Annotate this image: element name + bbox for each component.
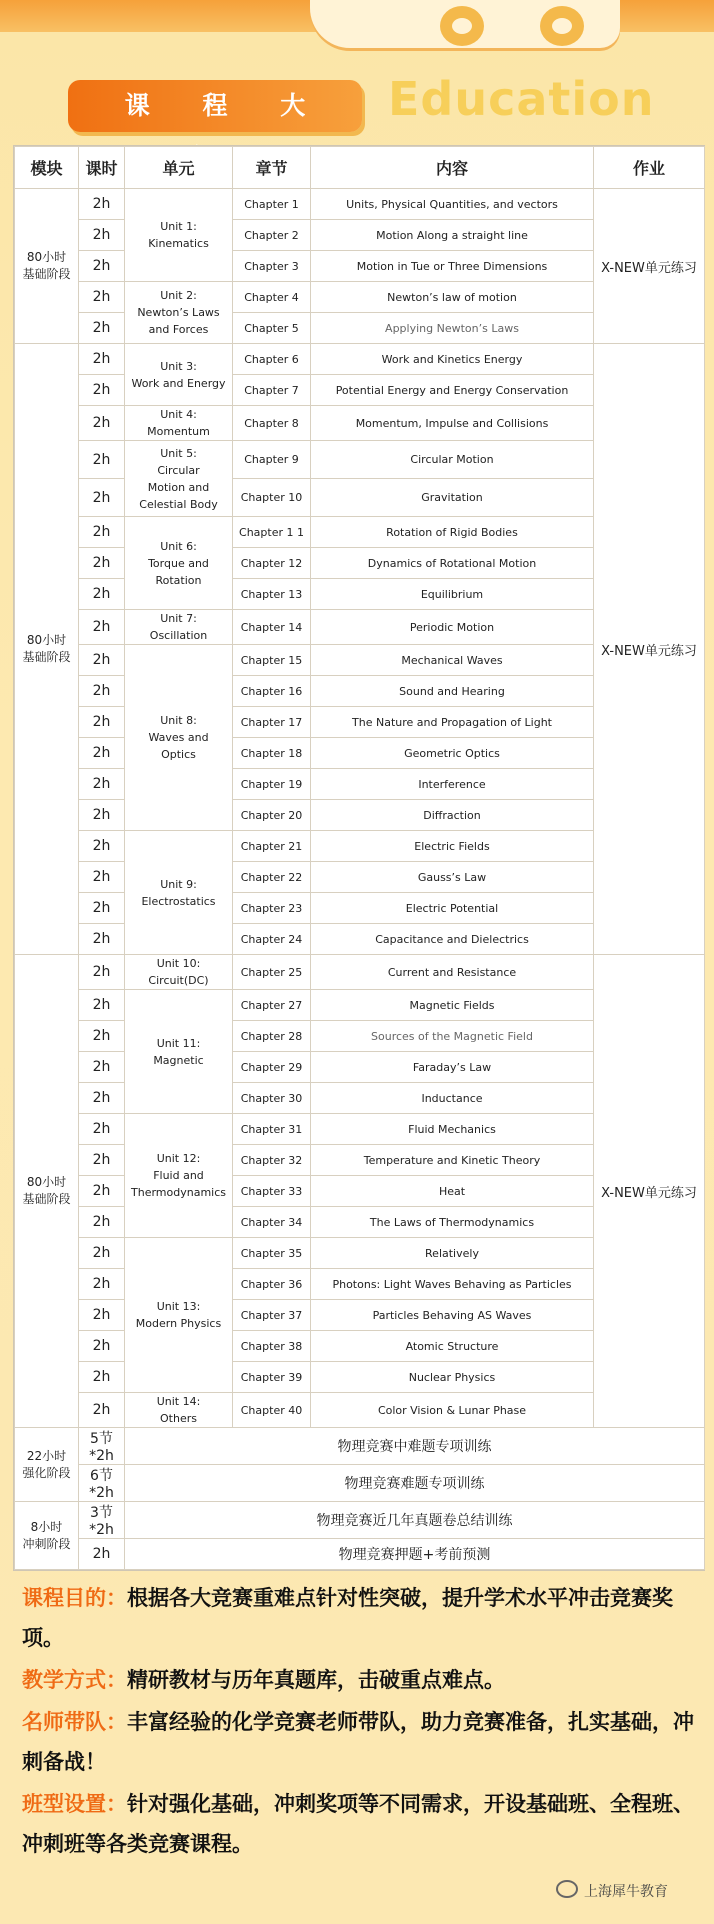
info-label: 教学方式：: [22, 1668, 127, 1692]
chapter-cell: Chapter 33: [233, 1176, 311, 1207]
hours-cell: 2h: [79, 579, 125, 610]
chapter-cell: Chapter 29: [233, 1052, 311, 1083]
unit-cell: [125, 1114, 233, 1238]
module-cell: [15, 955, 79, 1428]
content-cell: Color Vision & Lunar Phase: [311, 1393, 594, 1428]
watermark-text: 上海犀牛教育: [584, 1884, 668, 1900]
hours-cell: 2h: [79, 769, 125, 800]
hours-cell: 2h: [79, 738, 125, 769]
info-text: 根据各大竞赛重难点针对性突破，提升学术水平冲击竞赛奖项。: [22, 1586, 673, 1650]
table-row: [15, 1428, 705, 1465]
chapter-cell: Chapter 27: [233, 990, 311, 1021]
content-cell: Gravitation: [311, 479, 594, 517]
hours-cell: 2h: [79, 831, 125, 862]
content-cell: 物理竞赛中难题专项训练: [125, 1428, 705, 1465]
education-watermark-title: Education: [388, 72, 655, 126]
content-cell: Motion in Tue or Three Dimensions: [311, 251, 594, 282]
hours-cell: 2h: [79, 1145, 125, 1176]
unit-cell: [125, 517, 233, 610]
chapter-cell: Chapter 14: [233, 610, 311, 645]
unit-label: Electrostatics: [141, 894, 216, 908]
content-cell: Equilibrium: [311, 579, 594, 610]
info-method: [22, 1660, 702, 1700]
wechat-icon: [556, 1880, 578, 1898]
content-cell: Current and Resistance: [311, 955, 594, 990]
hours-cell: 2h: [79, 1176, 125, 1207]
hours-cell: 2h: [79, 1238, 125, 1269]
hours-cell: 2h: [79, 862, 125, 893]
unit-label: Oscillation: [149, 629, 208, 642]
unit-label: Work and Energy: [131, 376, 226, 390]
unit-label: Unit 6:: [160, 539, 197, 553]
table-row: [15, 955, 705, 990]
unit-label: Unit 9:: [160, 877, 197, 891]
module-label: 80小时: [26, 633, 67, 647]
hours-cell: 2h: [79, 1539, 125, 1570]
chapter-cell: Chapter 18: [233, 738, 311, 769]
chapter-cell: Chapter 37: [233, 1300, 311, 1331]
hours-cell: 2h: [79, 676, 125, 707]
unit-cell: [125, 1393, 233, 1428]
chapter-cell: Chapter 5: [233, 313, 311, 344]
hours-cell: 2h: [79, 990, 125, 1021]
paw-icon: [440, 6, 484, 46]
content-cell: The Nature and Propagation of Light: [311, 707, 594, 738]
chapter-cell: Chapter 13: [233, 579, 311, 610]
homework-cell: X-NEW单元练习: [594, 189, 705, 344]
content-cell: Momentum, Impulse and Collisions: [311, 406, 594, 441]
chapter-cell: Chapter 10: [233, 479, 311, 517]
chapter-cell: Chapter 34: [233, 1207, 311, 1238]
title-ribbon: [68, 80, 362, 132]
hours-cell: 2h: [79, 955, 125, 990]
chapter-cell: Chapter 1: [233, 189, 311, 220]
chapter-cell: Chapter 32: [233, 1145, 311, 1176]
content-cell: Interference: [311, 769, 594, 800]
hours-cell: 2h: [79, 282, 125, 313]
hours-cell: 5节*2h: [79, 1428, 125, 1465]
content-cell: Diffraction: [311, 800, 594, 831]
hours-cell: 2h: [79, 189, 125, 220]
module-cell: [15, 189, 79, 344]
hours-cell: 2h: [79, 375, 125, 406]
info-purpose: [22, 1578, 702, 1658]
unit-cell: [125, 610, 233, 645]
chapter-cell: Chapter 36: [233, 1269, 311, 1300]
table-row: [15, 1502, 705, 1539]
chapter-cell: Chapter 40: [233, 1393, 311, 1428]
table-row: [15, 189, 705, 220]
content-cell: Electric Fields: [311, 831, 594, 862]
unit-label: Motion and: [147, 480, 210, 494]
content-cell: Potential Energy and Energy Conservation: [311, 375, 594, 406]
content-cell: Magnetic Fields: [311, 990, 594, 1021]
info-text: 精研教材与历年真题库，击破重点难点。: [127, 1668, 505, 1692]
unit-label: Unit 13:: [156, 1300, 201, 1313]
chapter-cell: Chapter 16: [233, 676, 311, 707]
info-label: 名师带队：: [22, 1710, 127, 1734]
module-label: 8小时: [30, 1519, 63, 1534]
chapter-cell: Chapter 23: [233, 893, 311, 924]
hours-cell: 2h: [79, 1114, 125, 1145]
hours-cell: 2h: [79, 1331, 125, 1362]
unit-cell: [125, 282, 233, 344]
unit-label: Unit 10:: [156, 957, 201, 970]
module-label: 强化阶段: [22, 1465, 71, 1480]
module-label: 80小时: [26, 1175, 67, 1189]
content-cell: Particles Behaving AS Waves: [311, 1300, 594, 1331]
hours-cell: 2h: [79, 645, 125, 676]
content-cell: Faraday’s Law: [311, 1052, 594, 1083]
unit-label: Newton’s Laws: [137, 306, 220, 319]
hours-cell: 2h: [79, 1393, 125, 1428]
hours-cell: 6节*2h: [79, 1465, 125, 1502]
unit-label: Rotation: [155, 573, 202, 587]
chapter-cell: Chapter 39: [233, 1362, 311, 1393]
module-label: 基础阶段: [22, 650, 71, 664]
hours-cell: 2h: [79, 707, 125, 738]
unit-cell: [125, 189, 233, 282]
chapter-cell: Chapter 28: [233, 1021, 311, 1052]
content-cell: Mechanical Waves: [311, 645, 594, 676]
unit-label: Unit 12:: [156, 1152, 201, 1165]
unit-label: Unit 14:: [156, 1395, 201, 1408]
table-body: [15, 189, 705, 1570]
hours-cell: 2h: [79, 924, 125, 955]
unit-label: Waves and: [148, 731, 209, 744]
syllabus-table: [13, 145, 705, 1571]
unit-label: Unit 11:: [156, 1036, 201, 1050]
info-label: 班型设置：: [22, 1792, 127, 1816]
hours-cell: 2h: [79, 610, 125, 645]
hours-cell: 2h: [79, 479, 125, 517]
module-label: 22小时: [26, 1448, 67, 1463]
hours-cell: 2h: [79, 1300, 125, 1331]
unit-label: Fluid and: [153, 1169, 204, 1182]
content-cell: Photons: Light Waves Behaving as Particles: [311, 1269, 594, 1300]
chapter-cell: Chapter 3: [233, 251, 311, 282]
chapter-cell: Chapter 6: [233, 344, 311, 375]
chapter-cell: Chapter 1 1: [233, 517, 311, 548]
unit-label: Unit 2:: [160, 289, 197, 302]
chapter-cell: Chapter 17: [233, 707, 311, 738]
content-cell: Geometric Optics: [311, 738, 594, 769]
content-cell: Circular Motion: [311, 441, 594, 479]
content-cell: Atomic Structure: [311, 1331, 594, 1362]
hours-cell: 2h: [79, 313, 125, 344]
chapter-cell: Chapter 7: [233, 375, 311, 406]
unit-label: Others: [160, 1412, 197, 1425]
unit-label: Modern Physics: [135, 1317, 222, 1330]
content-cell: Applying Newton’s Laws: [311, 313, 594, 344]
chapter-cell: Chapter 20: [233, 800, 311, 831]
content-cell: Fluid Mechanics: [311, 1114, 594, 1145]
unit-label: Circuit(DC): [148, 974, 209, 987]
hours-cell: 2h: [79, 1052, 125, 1083]
hours-cell: 2h: [79, 1083, 125, 1114]
chapter-cell: Chapter 38: [233, 1331, 311, 1362]
course-info: [22, 1578, 702, 1866]
hours-cell: 2h: [79, 251, 125, 282]
header-unit: 单元: [125, 147, 233, 189]
content-cell: Capacitance and Dielectrics: [311, 924, 594, 955]
unit-cell: [125, 1238, 233, 1393]
content-cell: Newton’s law of motion: [311, 282, 594, 313]
module-label: 基础阶段: [22, 267, 71, 281]
content-cell: Heat: [311, 1176, 594, 1207]
chapter-cell: Chapter 19: [233, 769, 311, 800]
content-cell: 物理竞赛押题+考前预测: [125, 1539, 705, 1570]
content-cell: Temperature and Kinetic Theory: [311, 1145, 594, 1176]
header-chapter: 章节: [233, 147, 311, 189]
unit-label: Torque and: [148, 556, 209, 570]
content-cell: The Laws of Thermodynamics: [311, 1207, 594, 1238]
watermark: [556, 1880, 668, 1901]
chapter-cell: Chapter 9: [233, 441, 311, 479]
hours-cell: 2h: [79, 344, 125, 375]
content-cell: Nuclear Physics: [311, 1362, 594, 1393]
hours-cell: 2h: [79, 406, 125, 441]
unit-label: Unit 1:: [160, 220, 197, 233]
content-cell: Gauss’s Law: [311, 862, 594, 893]
module-label: 80小时: [26, 250, 67, 264]
unit-cell: [125, 831, 233, 955]
header-hours: 课时: [79, 147, 125, 189]
info-classes: [22, 1784, 702, 1864]
content-cell: Sources of the Magnetic Field: [311, 1021, 594, 1052]
paw-icon: [540, 6, 584, 46]
unit-cell: [125, 645, 233, 831]
unit-label: Unit 7:: [160, 612, 197, 625]
hours-cell: 3节*2h: [79, 1502, 125, 1539]
hours-cell: 2h: [79, 1021, 125, 1052]
unit-label: Unit 5:: [160, 446, 197, 460]
module-label: 冲刺阶段: [22, 1536, 71, 1551]
content-cell: Sound and Hearing: [311, 676, 594, 707]
unit-label: Unit 8:: [160, 714, 197, 727]
content-cell: Relatively: [311, 1238, 594, 1269]
module-cell: [15, 1502, 79, 1570]
module-cell: [15, 344, 79, 955]
content-cell: Units, Physical Quantities, and vectors: [311, 189, 594, 220]
unit-label: Momentum: [147, 425, 210, 438]
chapter-cell: Chapter 4: [233, 282, 311, 313]
content-cell: Dynamics of Rotational Motion: [311, 548, 594, 579]
chapter-cell: Chapter 24: [233, 924, 311, 955]
table-row: [15, 1539, 705, 1570]
unit-label: Unit 3:: [160, 359, 197, 373]
chapter-cell: Chapter 22: [233, 862, 311, 893]
unit-cell: [125, 990, 233, 1114]
info-teachers: [22, 1702, 702, 1782]
hours-cell: 2h: [79, 1207, 125, 1238]
unit-label: Optics: [161, 748, 196, 761]
unit-label: Circular: [157, 463, 200, 477]
table-row: [15, 1465, 705, 1502]
content-cell: Inductance: [311, 1083, 594, 1114]
content-cell: Rotation of Rigid Bodies: [311, 517, 594, 548]
header-content: 内容: [311, 147, 594, 189]
chapter-cell: Chapter 35: [233, 1238, 311, 1269]
page-title: 课 程 大: [124, 91, 328, 120]
unit-label: and Forces: [148, 323, 209, 336]
unit-label: Magnetic: [153, 1053, 204, 1067]
chapter-cell: Chapter 12: [233, 548, 311, 579]
hours-cell: 2h: [79, 800, 125, 831]
unit-label: Unit 4:: [160, 408, 197, 421]
unit-label: Thermodynamics: [131, 1186, 226, 1199]
hours-cell: 2h: [79, 1362, 125, 1393]
module-cell: [15, 1428, 79, 1502]
info-text: 丰富经验的化学竞赛老师带队，助力竞赛准备，扎实基础，冲刺备战！: [22, 1710, 694, 1774]
homework-cell: X-NEW单元练习: [594, 344, 705, 955]
unit-cell: [125, 406, 233, 441]
chapter-cell: Chapter 8: [233, 406, 311, 441]
chapter-cell: Chapter 25: [233, 955, 311, 990]
hours-cell: 2h: [79, 1269, 125, 1300]
info-text: 针对强化基础，冲刺奖项等不同需求，开设基础班、全程班、冲刺班等各类竞赛课程。: [22, 1792, 694, 1856]
hours-cell: 2h: [79, 441, 125, 479]
content-cell: Periodic Motion: [311, 610, 594, 645]
unit-cell: [125, 441, 233, 517]
chapter-cell: Chapter 2: [233, 220, 311, 251]
header-homework: 作业: [594, 147, 705, 189]
hours-cell: 2h: [79, 517, 125, 548]
module-label: 基础阶段: [22, 1192, 71, 1206]
content-cell: Work and Kinetics Energy: [311, 344, 594, 375]
hours-cell: 2h: [79, 893, 125, 924]
info-label: 课程目的：: [22, 1586, 127, 1610]
unit-label: Celestial Body: [139, 497, 218, 511]
header-module: 模块: [15, 147, 79, 189]
hours-cell: 2h: [79, 548, 125, 579]
unit-cell: [125, 344, 233, 406]
chapter-cell: Chapter 21: [233, 831, 311, 862]
table-row: [15, 344, 705, 375]
content-cell: Motion Along a straight line: [311, 220, 594, 251]
content-cell: 物理竞赛近几年真题卷总结训练: [125, 1502, 705, 1539]
chapter-cell: Chapter 15: [233, 645, 311, 676]
content-cell: 物理竞赛难题专项训练: [125, 1465, 705, 1502]
chapter-cell: Chapter 30: [233, 1083, 311, 1114]
hours-cell: 2h: [79, 220, 125, 251]
chapter-cell: Chapter 31: [233, 1114, 311, 1145]
unit-cell: [125, 955, 233, 990]
content-cell: Electric Potential: [311, 893, 594, 924]
homework-cell: X-NEW单元练习: [594, 955, 705, 1428]
unit-label: Kinematics: [148, 237, 209, 250]
